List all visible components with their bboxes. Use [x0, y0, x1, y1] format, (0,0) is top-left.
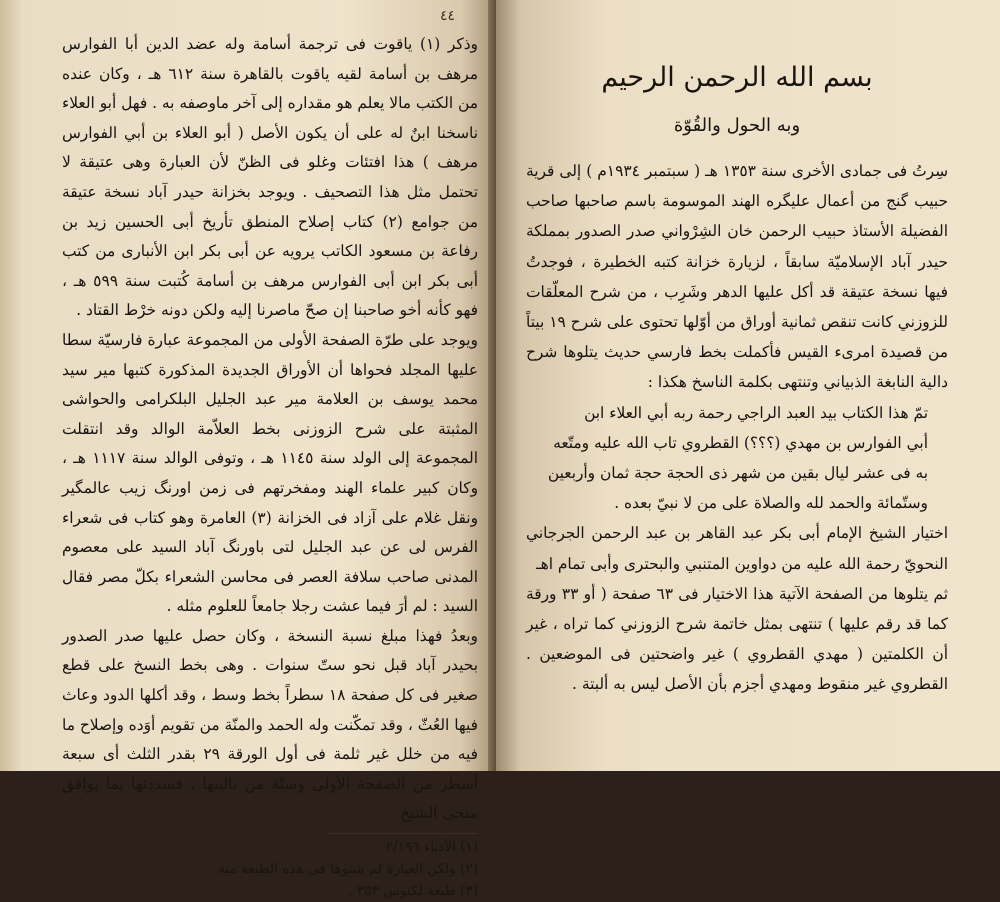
right-paragraph-3: ثم يتلوها من الصفحة الآتية هذا الاختيار فى ٦٣ صفحة ( أو ٣٣ ورقة كما قد رقم عليها ) تنتهى بمثل خاتمة شرح الزوزني كما تراه ، غير أن الكلمتين ( مهدي القطروي ) غير واضحتين فى الموضعين . القطروي غير منقوط ومهدي أجزم بأن الأصل ليس به ألبتة .	[526, 584, 948, 694]
left-paragraph-1: وذكر (١) ياقوت فى ترجمة أسامة وله عضد الدين أبا الفوارس مرهف بن أسامة لقيه ياقوت بالقاهرة سنة ٦١٢ هـ ، وكان عنده من الكتب مالا يعلم هو مقداره إلى آخر ماوصفه به . فهل أبو العلاء ناسخنا ابنٌ له على أن يكون الأصل ( أبو العلاء بن أبي الفوارس مرهف ) هذا افتئات وغلو فى الظنّ لأن العبارة وهى عتيقة لا تحتمل مثل هذا التصحيف . ويوجد بخزانة حيدر آباد نسخة عتيقة من جوامع (٢) كتاب إصلاح المنطق تأريخ أبى الحسين زيد بن رفاعة بن مسعود الكاتب يرويه عن أبى بكر ابن الأنبارى من كتب أبى بكر ابن أبى الفوارس مرهف بن أسامة كُتبت سنة ٥٩٩ هـ ، فهو كأنه أخو صاحبنا إن صحّ ماصرنا إليه ولكن دونه خرْط القتاد .	[62, 35, 478, 320]
colophon-line-2: أبي الفوارس بن مهدي (؟؟؟) القطروي تاب الله عليه ومتّعه	[553, 433, 928, 452]
left-page	[0, 0, 496, 900]
colophon-line-4: وستّمائة والحمد لله والصلاة على من لا نبيّ بعده .	[614, 494, 928, 513]
footnote-rule	[328, 833, 478, 834]
footnote-3: (٣) طبعة لكنوس ٣٥٣ .	[348, 883, 478, 900]
footnote-1: (١) الأدباء ٢/١٩٦	[385, 839, 478, 856]
left-paragraph-2: ويوجد على طرّة الصفحة الأولى من المجموعة عبارة فارسيّة سطا عليها المجلد فحواها أن الأوراق الجديدة المذكورة كتبها مير سيد محمد يوسف بن العلامة مير عبد الجليل البلكرامى والحواشى المثبتة على شرح الزوزنى بخط العلاّمة الوالد وقد انتقلت المجموعة إلى الولد سنة ١١٤٥ هـ ، وتوفى الوالد سنة ١١١٧ هـ ، وكان كبير علماء الهند ومفخرتهم فى زمن اورنگ زيب عالمگير ونقل غلام على آزاد فى الخزانة (٣) العامرة وهو كتاب فى شعراء الفرس لى عن عبد الجليل لتى باورنگ آباد السيد على معصوم المدنى صاحب سلافة العصر فى محاسن الشعراء بكلّ مصر فقال السيد : لم أرَ فيما عشت رجلا جامعاً للعلوم مثله .	[62, 330, 478, 616]
footnote-2: (٢) ولكن العبارة لم يثبتوها فى هذه الطبعة منه .	[209, 861, 478, 878]
colophon-line-3: به فى عشر ليال بقين من شهر ذى الحجة حجة ثمان وأربعين	[547, 464, 928, 483]
page-edge-shadow	[0, 0, 22, 771]
colophon-quote	[526, 398, 948, 519]
left-paragraph-3: وبعدُ فهذا مبلغ نسبة النسخة ، وكان حصل عليها صدر الصدور بحيدر آباد قبل نحو ستّ سنوات . وهى بخط النسخ على قطع صغير فى كل صفحة ١٨ سطراً بخط وسط ، وقد أكلها الدود وعاث فيها العُثّ ، وقد تمكّنت وله الحمد والمنّة من تقويم أوَده وإصلاح ما فيه من خلل غير ثلمة فى أول الورقة ٢٩ بقدر الثلث أى سبعة أسطر من الصفحة الأولى وستّة من تاليتها ، فسددتها بما يوافق منحى الشيخ	[62, 626, 478, 823]
right-paragraph-1: سِرتُ فى جمادى الأخرى سنة ١٣٥٣ هـ ( سبتمبر ١٩٣٤م ) إلى قرية حبيب گنج من أعمال عليگره الهند الموسومة باسم صاحبها صاحب الفضيلة الأستاذ حبيب الرحمن خان الشِرْواني صدر الصدور بمملكة حيدر آباد الإسلاميّة سابقاً ، لزيارة خزانة كتبه الخطيرة ، فوجدتُ فيها نسخة عتيقة قد أكل عليها الدهر وشَرِب ، من شرح المعلّقات للزوزني كانت تنقص ثمانية أوراق من أوّلها تحتوى على شرح ١٩ بيتاً من قصيدة امرىء القيس فأكملت بخط فارسي حديث يتلوها شرح دالية النابغة الذبياني وتنتهى بكلمة الناسخ هكذا :	[526, 162, 948, 392]
colophon-line-1: تمّ هذا الكتاب بيد العبد الراجي رحمة ربه أبي العلاء ابن	[584, 403, 928, 422]
page-number: ٤٤	[440, 8, 456, 24]
page-subtitle: وبه الحول والقُوّة	[673, 115, 801, 136]
right-page	[496, 0, 1000, 771]
right-paragraph-2: اختيار الشيخ الإمام أبى بكر عبد القاهر بن عبد الرحمن الجرجاني النحويّ رحمة الله عليه من دواوين المتنبي والبحترى وأبى تمام اهـ	[526, 524, 948, 573]
basmala-calligraphy: بسم الله الرحمن الرحيم	[601, 62, 873, 93]
